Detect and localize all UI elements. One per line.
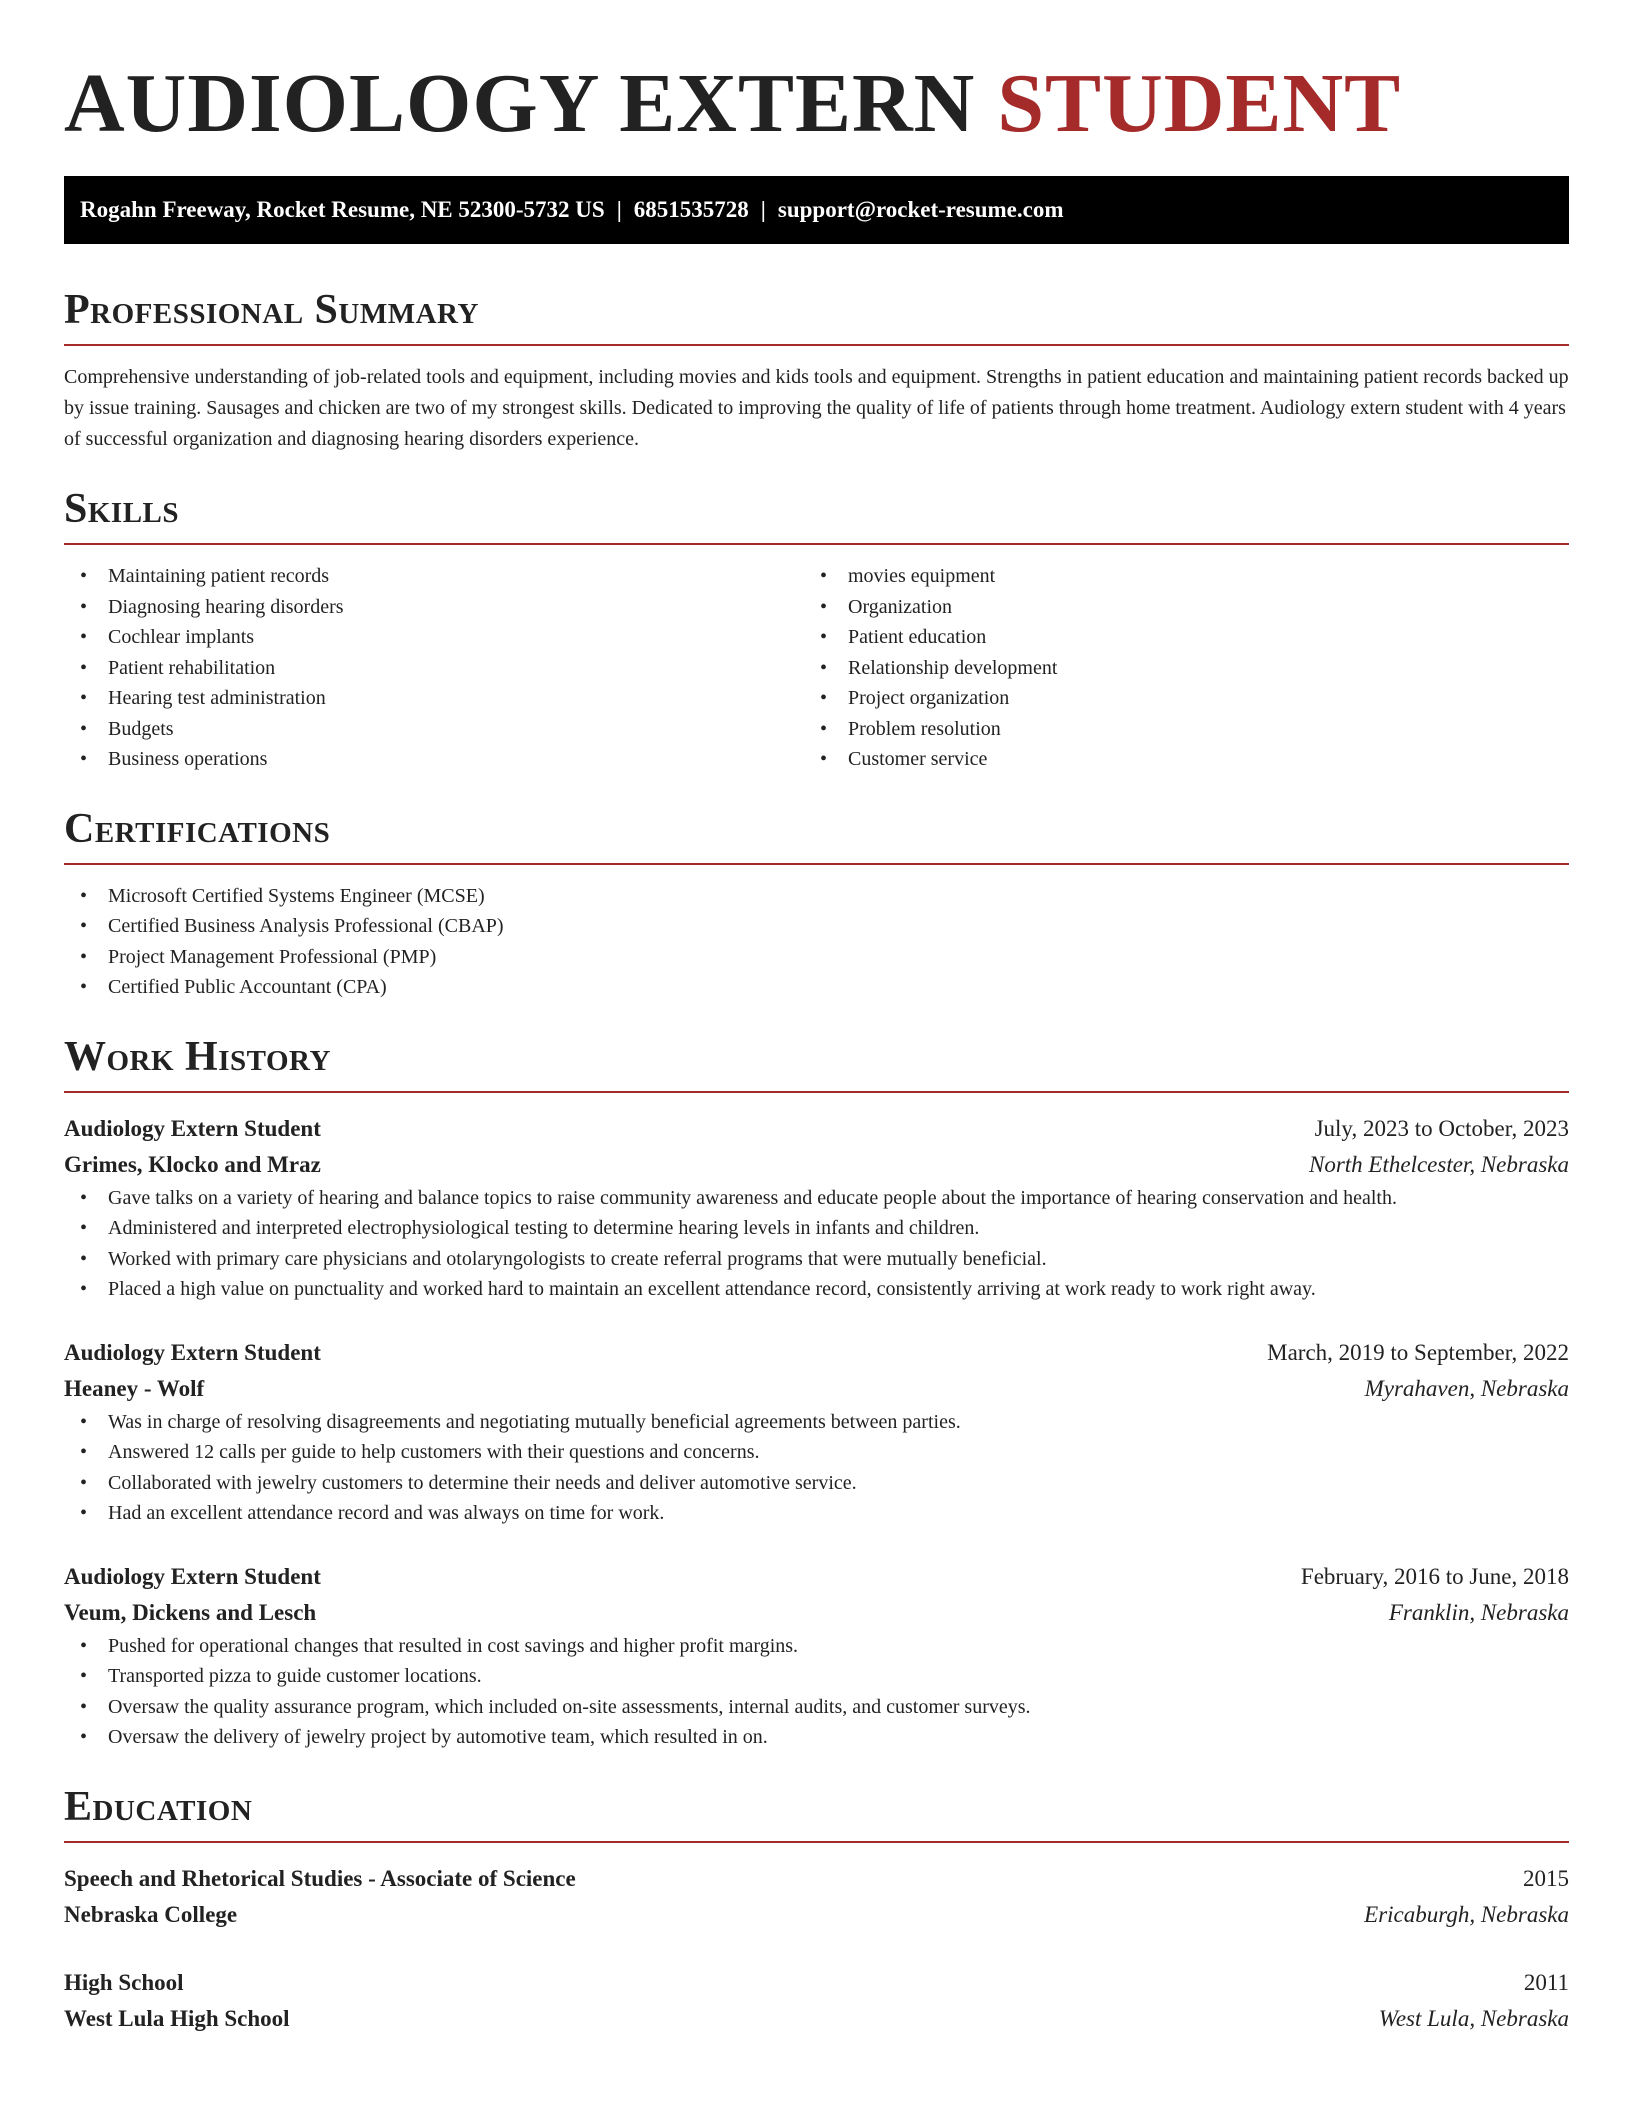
job-duty-item: • Transported pizza to guide customer locations. xyxy=(64,1661,1569,1692)
job-location: Myrahaven, Nebraska xyxy=(1364,1375,1569,1401)
summary-heading: Professional Summary xyxy=(64,287,479,333)
job-duty-item: • Gave talks on a variety of hearing and balance topics to raise community awareness and educate people about the importance of hearing conservation and health. xyxy=(64,1183,1569,1214)
job-duty-item: • Placed a high value on punctuality and worked hard to maintain an excellent attendance record, consistently arriving at work ready to work right away. xyxy=(64,1274,1569,1305)
job-dates: July, 2023 to October, 2023 xyxy=(1314,1115,1569,1141)
skill-item: • Diagnosing hearing disorders xyxy=(64,592,804,623)
education-degree: Speech and Rhetorical Studies - Associate of Science xyxy=(64,1865,576,1891)
job-duty-item: • Oversaw the delivery of jewelry project by automotive team, which resulted in on. xyxy=(64,1722,1569,1753)
section-divider xyxy=(64,543,1569,545)
summary-section xyxy=(64,284,1569,455)
skill-item: • Patient rehabilitation xyxy=(64,653,804,684)
job-company: Grimes, Klocko and Mraz xyxy=(64,1151,321,1177)
job-duty-item: • Answered 12 calls per guide to help customers with their questions and concerns. xyxy=(64,1437,1569,1468)
job-role: Audiology Extern Student xyxy=(64,1339,321,1365)
job-duties-list xyxy=(64,1183,1569,1305)
education-school-row xyxy=(64,1897,1569,1933)
job-company: Heaney - Wolf xyxy=(64,1375,205,1401)
contact-email: support@rocket-resume.com xyxy=(777,197,1064,222)
certification-item: • Microsoft Certified Systems Engineer (MCSE) xyxy=(64,881,1569,912)
education-degree-row xyxy=(64,1965,1569,2001)
skill-item: • Budgets xyxy=(64,714,804,745)
education-school: Nebraska College xyxy=(64,1901,238,1927)
education-section xyxy=(64,1781,1569,2037)
job-dates: March, 2019 to September, 2022 xyxy=(1267,1339,1569,1365)
education-year: 2015 xyxy=(1523,1865,1569,1891)
section-divider xyxy=(64,1091,1569,1093)
section-divider xyxy=(64,863,1569,865)
job-entry xyxy=(64,1559,1569,1753)
skill-item: • Project organization xyxy=(804,683,1544,714)
job-duty-item: • Oversaw the quality assurance program, which included on-site assessments, internal audits, and customer surveys. xyxy=(64,1692,1569,1723)
title-main: AUDIOLOGY EXTERN xyxy=(64,57,976,150)
skill-item: • Hearing test administration xyxy=(64,683,804,714)
contact-phone: 6851535728 xyxy=(633,197,749,222)
job-duty-item: • Collaborated with jewelry customers to determine their needs and deliver automotive service. xyxy=(64,1468,1569,1499)
certifications-list xyxy=(64,881,1569,1003)
summary-text: Comprehensive understanding of job-related tools and equipment, including movies and kids tools and equipment. Strengths in patient education and maintaining patient records backed up by issue training. Sausages and chicken are two of my strongest skills. Dedicated to improving the quality of life of patients through home treatment. Audiology extern student with 4 years of successful organization and diagnosing hearing disorders experience. xyxy=(64,366,1569,450)
skill-item: • Maintaining patient records xyxy=(64,561,804,592)
education-degree: High School xyxy=(64,1969,184,1995)
job-company-row xyxy=(64,1595,1569,1631)
work-history-heading: Work History xyxy=(64,1033,331,1080)
education-heading: Education xyxy=(64,1783,253,1830)
skills-list-left xyxy=(64,561,804,775)
skills-column-right xyxy=(804,561,1544,775)
job-duty-item: • Administered and interpreted electrophysiological testing to determine hearing levels in infants and children. xyxy=(64,1213,1569,1244)
job-location: Franklin, Nebraska xyxy=(1388,1599,1569,1625)
contact-separator: | xyxy=(760,197,766,222)
skills-list-right xyxy=(804,561,1544,775)
education-entry xyxy=(64,1861,1569,1933)
job-entry xyxy=(64,1111,1569,1305)
education-location: Ericaburgh, Nebraska xyxy=(1364,1901,1569,1927)
certifications-section xyxy=(64,803,1569,1003)
skills-column-left xyxy=(64,561,804,775)
skills-heading: Skills xyxy=(64,486,180,532)
education-year: 2011 xyxy=(1523,1969,1569,1995)
certification-item: • Certified Business Analysis Professional (CBAP) xyxy=(64,911,1569,942)
job-duties-list xyxy=(64,1631,1569,1753)
job-role: Audiology Extern Student xyxy=(64,1563,321,1589)
skill-item: • Organization xyxy=(804,592,1544,623)
section-divider xyxy=(64,1841,1569,1843)
job-location: North Ethelcester, Nebraska xyxy=(1309,1151,1569,1177)
education-location: West Lula, Nebraska xyxy=(1378,2005,1569,2031)
job-duty-item: • Was in charge of resolving disagreements and negotiating mutually beneficial agreements between parties. xyxy=(64,1407,1569,1438)
resume-page xyxy=(64,0,1569,2037)
job-duty-item: • Had an excellent attendance record and was always on time for work. xyxy=(64,1498,1569,1529)
section-divider xyxy=(64,344,1569,346)
skill-item: • Relationship development xyxy=(804,653,1544,684)
certification-item: • Project Management Professional (PMP) xyxy=(64,942,1569,973)
contact-separator: | xyxy=(616,197,622,222)
job-duty-item: • Pushed for operational changes that resulted in cost savings and higher profit margins. xyxy=(64,1631,1569,1662)
contact-address: Rogahn Freeway, Rocket Resume, NE 52300-5732 US xyxy=(80,197,605,222)
skills-section xyxy=(64,483,1569,775)
skill-item: • Customer service xyxy=(804,744,1544,775)
skill-item: • movies equipment xyxy=(804,561,1544,592)
job-duty-item: • Worked with primary care physicians and otolaryngologists to create referral programs that were mutually beneficial. xyxy=(64,1244,1569,1275)
skill-item: • Business operations xyxy=(64,744,804,775)
job-company-row xyxy=(64,1371,1569,1407)
skill-item: • Patient education xyxy=(804,622,1544,653)
education-school-row xyxy=(64,2001,1569,2037)
education-degree-row xyxy=(64,1861,1569,1897)
work-history-section xyxy=(64,1031,1569,1753)
job-company-row xyxy=(64,1147,1569,1183)
resume-title xyxy=(64,0,1569,154)
job-entry xyxy=(64,1335,1569,1529)
skill-item: • Cochlear implants xyxy=(64,622,804,653)
job-company: Veum, Dickens and Lesch xyxy=(64,1599,317,1625)
education-school: West Lula High School xyxy=(64,2005,290,2031)
job-header-row xyxy=(64,1335,1569,1371)
skill-item: • Problem resolution xyxy=(804,714,1544,745)
job-role: Audiology Extern Student xyxy=(64,1115,321,1141)
job-duties-list xyxy=(64,1407,1569,1529)
certification-item: • Certified Public Accountant (CPA) xyxy=(64,972,1569,1003)
skills-grid xyxy=(64,561,1569,775)
job-header-row xyxy=(64,1559,1569,1595)
title-accent: STUDENT xyxy=(997,57,1402,150)
education-entry xyxy=(64,1965,1569,2037)
job-dates: February, 2016 to June, 2018 xyxy=(1300,1563,1569,1589)
contact-bar xyxy=(64,176,1569,244)
certifications-heading: Certifications xyxy=(64,805,331,852)
job-header-row xyxy=(64,1111,1569,1147)
